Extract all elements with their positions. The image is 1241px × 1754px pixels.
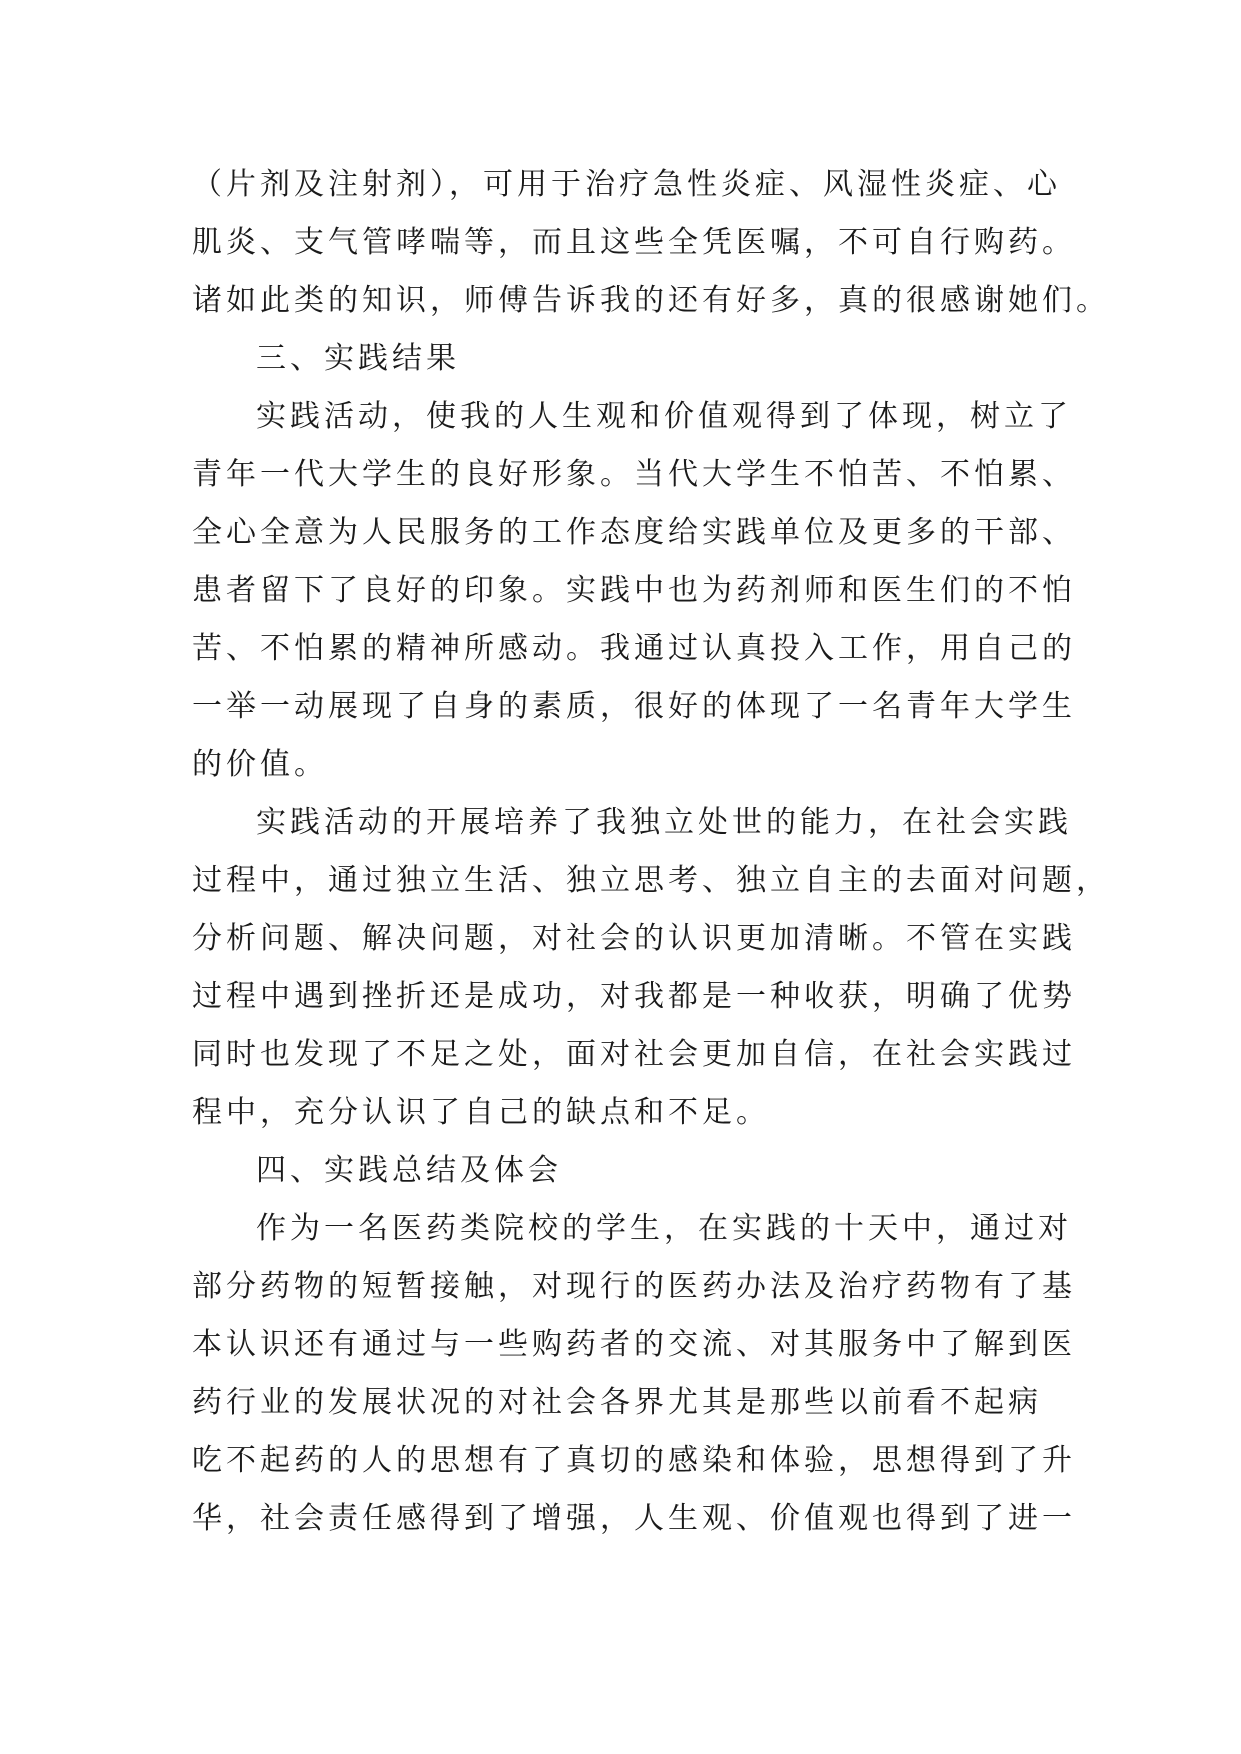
text-line: 青年一代大学生的良好形象。当代大学生不怕苦、不怕累、 <box>192 457 1076 492</box>
section-heading: 四、实践总结及体会 <box>256 1153 562 1188</box>
paragraph-start: 实践活动的开展培养了我独立处世的能力，在社会实践 <box>256 805 1072 840</box>
text-line: 分析问题、解决问题，对社会的认识更加清晰。不管在实践 <box>192 921 1076 956</box>
text-line: 诸如此类的知识，师傅告诉我的还有好多，真的很感谢她们。 <box>192 283 1110 318</box>
text-line: 本认识还有通过与一些购药者的交流、对其服务中了解到医 <box>192 1327 1076 1362</box>
text-line: 药行业的发展状况的对社会各界尤其是那些以前看不起病 <box>192 1385 1042 1420</box>
text-line: 过程中，通过独立生活、独立思考、独立自主的去面对问题， <box>192 863 1110 898</box>
body-text <box>192 156 1110 1548</box>
text-line: 过程中遇到挫折还是成功，对我都是一种收获，明确了优势 <box>192 979 1076 1014</box>
text-line: 一举一动展现了自身的素质，很好的体现了一名青年大学生 <box>192 689 1076 724</box>
text-line: 苦、不怕累的精神所感动。我通过认真投入工作，用自己的 <box>192 631 1076 666</box>
text-line: （片剂及注射剂），可用于治疗急性炎症、风湿性炎症、心 <box>192 167 1061 202</box>
text-line: 肌炎、支气管哮喘等，而且这些全凭医嘱，不可自行购药。 <box>192 225 1076 260</box>
text-line: 华，社会责任感得到了增强，人生观、价值观也得到了进一 <box>192 1501 1076 1536</box>
text-line: 患者留下了良好的印象。实践中也为药剂师和医生们的不怕 <box>192 573 1076 608</box>
paragraph-start: 作为一名医药类院校的学生，在实践的十天中，通过对 <box>256 1211 1072 1246</box>
text-line: 程中，充分认识了自己的缺点和不足。 <box>192 1095 770 1130</box>
text-line: 吃不起药的人的思想有了真切的感染和体验，思想得到了升 <box>192 1443 1076 1478</box>
text-line: 同时也发现了不足之处，面对社会更加自信，在社会实践过 <box>192 1037 1076 1072</box>
section-heading: 三、实践结果 <box>256 341 460 376</box>
text-line: 的价值。 <box>192 747 328 782</box>
text-line: 全心全意为人民服务的工作态度给实践单位及更多的干部、 <box>192 515 1076 550</box>
paragraph-start: 实践活动，使我的人生观和价值观得到了体现，树立了 <box>256 399 1072 434</box>
text-line: 部分药物的短暂接触，对现行的医药办法及治疗药物有了基 <box>192 1269 1076 1304</box>
